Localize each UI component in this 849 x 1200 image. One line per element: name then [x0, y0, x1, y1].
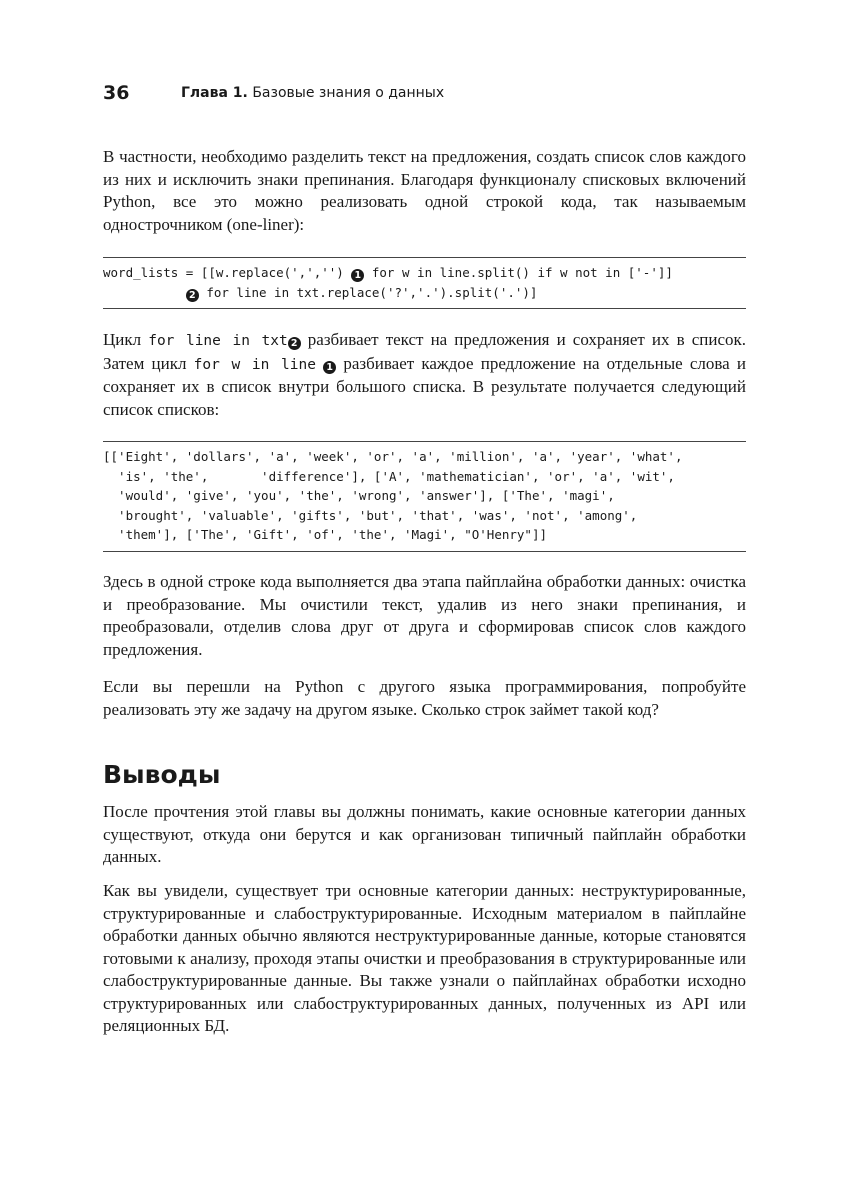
- section-title: Выводы: [103, 760, 221, 789]
- callout-1-icon: 1: [323, 361, 336, 374]
- code-line: for line in txt.replace('?','.').split('.')]: [198, 284, 538, 300]
- code-line: [103, 285, 186, 300]
- paragraph-pipeline-summary: Здесь в одной строке кода выполняется два этапа пайплайна обработки данных: очистка и преобразование. Мы очистили текст, удалив из него знаки препинания, и преобразовали, отделив слова друг от друга и сформировав список слов каждого предложения.: [103, 572, 746, 659]
- chapter-title: Базовые знания о данных: [252, 85, 445, 101]
- text-run: разбивает текст на предложения и сохраняет их в список. Затем цикл: [103, 330, 747, 373]
- code-line: 'brought', 'valuable', 'gifts', 'but', 'that', 'was', 'not', 'among',: [103, 507, 638, 523]
- text-run: Цикл: [103, 330, 149, 349]
- code-line: 'would', 'give', 'you', 'the', 'wrong', 'answer'], ['The', 'magi',: [103, 488, 615, 503]
- text-run: разбивает каждое предложение на отдельные слова и сохраняет их в список внутри большого списка. В результате получается следующий список списков:: [103, 353, 747, 419]
- code-line: [['Eight', 'dollars', 'a', 'week', 'or', 'a', 'million', 'a', 'year', 'what',: [103, 449, 683, 464]
- inline-code: for line in txt: [148, 333, 288, 349]
- chapter-label: Глава 1.: [181, 85, 248, 101]
- paragraph-exercise: Если вы перешли на Python с другого языка программирования, попробуйте реализовать эту же задачу на другом языке. Сколько строк займет такой код?: [103, 677, 746, 719]
- inline-code: for w in line: [193, 356, 316, 373]
- code-block-one-liner: [103, 257, 746, 309]
- code-block-list-output: [103, 441, 746, 552]
- paragraph-intro: В частности, необходимо разделить текст на предложения, создать список слов каждого из них и исключить знаки препинания. Благодаря функционалу списковых включений Python, все это можно реализовать одной строкой кода, так называемым однострочником (one-liner):: [103, 147, 746, 234]
- code-line: 'is', 'the', 'difference'], ['A', 'mathematician', 'or', 'a', 'wit',: [103, 468, 675, 484]
- running-head: [181, 85, 444, 101]
- page-number: 36: [103, 82, 130, 104]
- paragraph-conclusion-2: Как вы увидели, существует три основные категории данных: неструктурированные, структурированные и слабоструктурированные. Исходным материалом в пайплайне обработки данных обычно являются неструктурированные данные, которые становятся готовыми к анализу, проходя этапы очистки и преобразования в структурированные или слабоструктурированные данные. Вы также узнали о пайплайнах обработки исходно структурированных или слабоструктурированных данных, полученных из API или реляционных БД.: [103, 881, 746, 1035]
- code-line: for w in line.split() if w not in ['-']]: [364, 265, 673, 280]
- callout-1-icon: 1: [351, 269, 364, 282]
- paragraph-conclusion-1: После прочтения этой главы вы должны понимать, какие основные категории данных существуют, откуда они берутся и как организован типичный пайплайн обработки данных.: [103, 802, 746, 866]
- code-line: word_lists = [[w.replace(',',''): [103, 265, 352, 280]
- code-line: 'them'], ['The', 'Gift', 'of', 'the', 'Magi', "O'Henry"]]: [103, 527, 548, 542]
- callout-2-icon: 2: [186, 289, 199, 302]
- callout-2-icon: 2: [288, 337, 301, 350]
- paragraph-loop-explanation: [103, 329, 746, 421]
